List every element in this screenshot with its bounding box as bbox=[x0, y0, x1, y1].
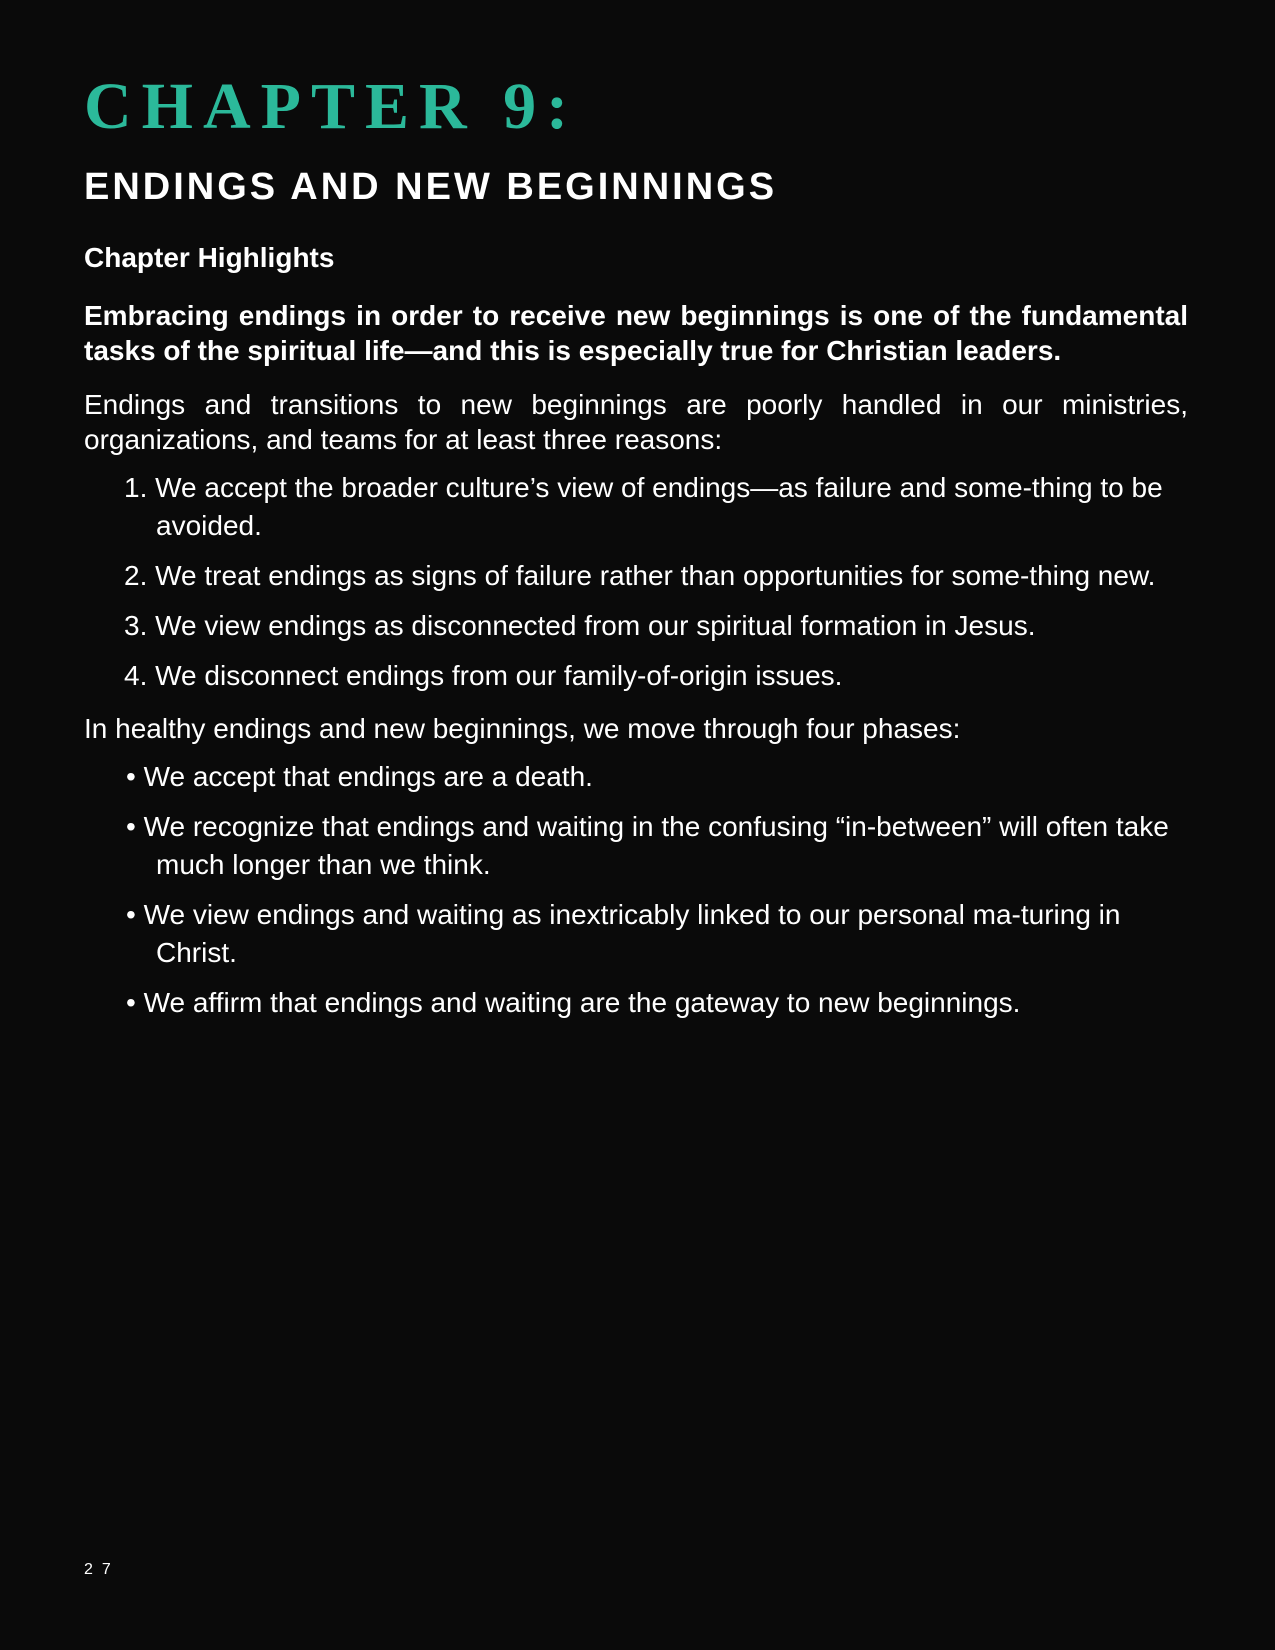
highlights-heading: Chapter Highlights bbox=[84, 242, 335, 273]
phases-intro: In healthy endings and new beginnings, we move through four phases: bbox=[84, 713, 961, 744]
page-content bbox=[84, 66, 1188, 1022]
list-item: • We view endings and waiting as inextricably linked to our personal ma-turing in Christ. bbox=[126, 899, 1121, 968]
phases-list bbox=[84, 758, 1188, 1022]
list-item: 1. We accept the broader culture’s view of endings—as failure and some-thing to be avoided. bbox=[124, 472, 1163, 541]
chapter-label: CHAPTER 9: bbox=[84, 70, 579, 143]
reasons-list bbox=[84, 469, 1188, 695]
list-item: • We accept that endings are a death. bbox=[126, 761, 593, 792]
list-item: 3. We view endings as disconnected from our spiritual formation in Jesus. bbox=[124, 610, 1036, 641]
reasons-intro: Endings and transitions to new beginnings are poorly handled in our ministries, organizations, and teams for at least three reasons: bbox=[84, 389, 1188, 455]
page-number: 27 bbox=[84, 1561, 120, 1578]
list-item: • We recognize that endings and waiting in the confusing “in-between” will often take much longer than we think. bbox=[126, 811, 1169, 880]
lead-paragraph: Embracing endings in order to receive new beginnings is one of the fundamental tasks of the spiritual life—and this is especially true for Christian leaders. bbox=[84, 300, 1188, 366]
list-item: 4. We disconnect endings from our family-of-origin issues. bbox=[124, 660, 843, 691]
chapter-title: ENDINGS AND NEW BEGINNINGS bbox=[84, 166, 778, 208]
list-item: 2. We treat endings as signs of failure rather than opportunities for some-thing new. bbox=[124, 560, 1156, 591]
list-item: • We affirm that endings and waiting are the gateway to new beginnings. bbox=[126, 987, 1021, 1018]
